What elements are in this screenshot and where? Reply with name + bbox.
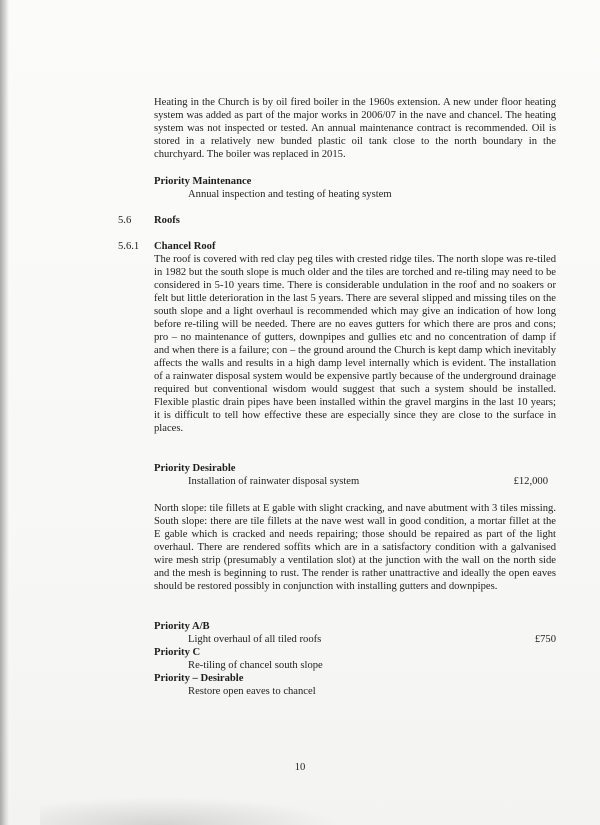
- section-number-roofs: 5.6: [118, 215, 132, 226]
- scan-shadow: [40, 797, 340, 825]
- heating-paragraph: Heating in the Church is by oil fired boiler in the 1960s extension. A new under floor heating system was added as part of the major works in 2006/07 in the nave and chancel. The heating system was not inspected or tested. An annual maintenance contract is recommended. Oil is stored in a relatively new bunded plastic oil tank close to the north boundary in the churchyard. The boiler was replaced in 2015.: [154, 97, 556, 160]
- chancel-roof-paragraph: The roof is covered with red clay peg tiles with crested ridge tiles. The north slope was re-tiled in 1982 but the south slope is much older and the tiles are torched and re-tiling may need to be considered in 5-10 years time. There is considerable undulation in the roof and no soakers or felt but little deterioration in the last 5 years. There are several slipped and missing tiles on the south slope and a light overhaul is recommended which may give an indication of how long before re-tiling will be needed. There are no eaves gutters for which there are pros and cons; pro – no maintenance of gutters, downpipes and gullies etc and no concentration of damp if and when there is a failure; con – the ground around the Church is kept damp which inevitably affects the walls and results in a high damp level internally which is evident. The installation of a rainwater disposal system would be expensive partly because of the underground drainage required but conventional wisdom would suggest that such a system should be installed. Flexible plastic drain pipes have been installed within the gravel margins in the last 10 years; it is difficult to tell how effective these are especially since they are close to the surface in places.: [154, 254, 556, 434]
- page-binding-edge: [0, 0, 9, 825]
- desirable-item: Installation of rainwater disposal system: [188, 476, 360, 487]
- page-number: 10: [294, 762, 306, 773]
- section-title-chancel-roof: Chancel Roof: [154, 241, 216, 252]
- priority-desirable2-heading: Priority – Desirable: [154, 673, 244, 684]
- heating-priority-item: Annual inspection and testing of heating system: [188, 189, 392, 200]
- priority-ab-item: Light overhaul of all tiled roofs: [188, 634, 322, 645]
- priority-c-heading: Priority C: [154, 647, 201, 658]
- priority-c-item: Re-tiling of chancel south slope: [188, 660, 323, 671]
- priority-ab-row: [188, 633, 556, 646]
- priority-desirable-heading: Priority Desirable: [154, 463, 236, 474]
- roof-detail-paragraph: North slope: tile fillets at E gable with slight cracking, and nave abutment with 3 tiles missing. South slope: there are tile fillets at the nave west wall in good condition, a mortar fillet at the E gable which is cracked and needs repairing; those should be repaired as part of the light overhaul. There are rendered soffits which are in a satisfactory condition with a galvanised wire mesh strip (presumably a ventilation slot) at the junction with the wall on the north side and the mesh is beginning to rust. The render is rather unattractive and ideally the open eaves should be restored possibly in conjunction with installing gutters and downpipes.: [154, 503, 556, 592]
- heating-priority-heading: Priority Maintenance: [154, 176, 252, 187]
- section-number-chancel-roof: 5.6.1: [118, 241, 140, 252]
- desirable-cost: £12,000: [513, 476, 548, 487]
- section-title-roofs: Roofs: [154, 215, 180, 226]
- priority-ab-cost: £750: [534, 634, 556, 645]
- priority-desirable2-item: Restore open eaves to chancel: [188, 686, 316, 697]
- desirable-row: [188, 475, 556, 488]
- priority-ab-heading: Priority A/B: [154, 621, 210, 632]
